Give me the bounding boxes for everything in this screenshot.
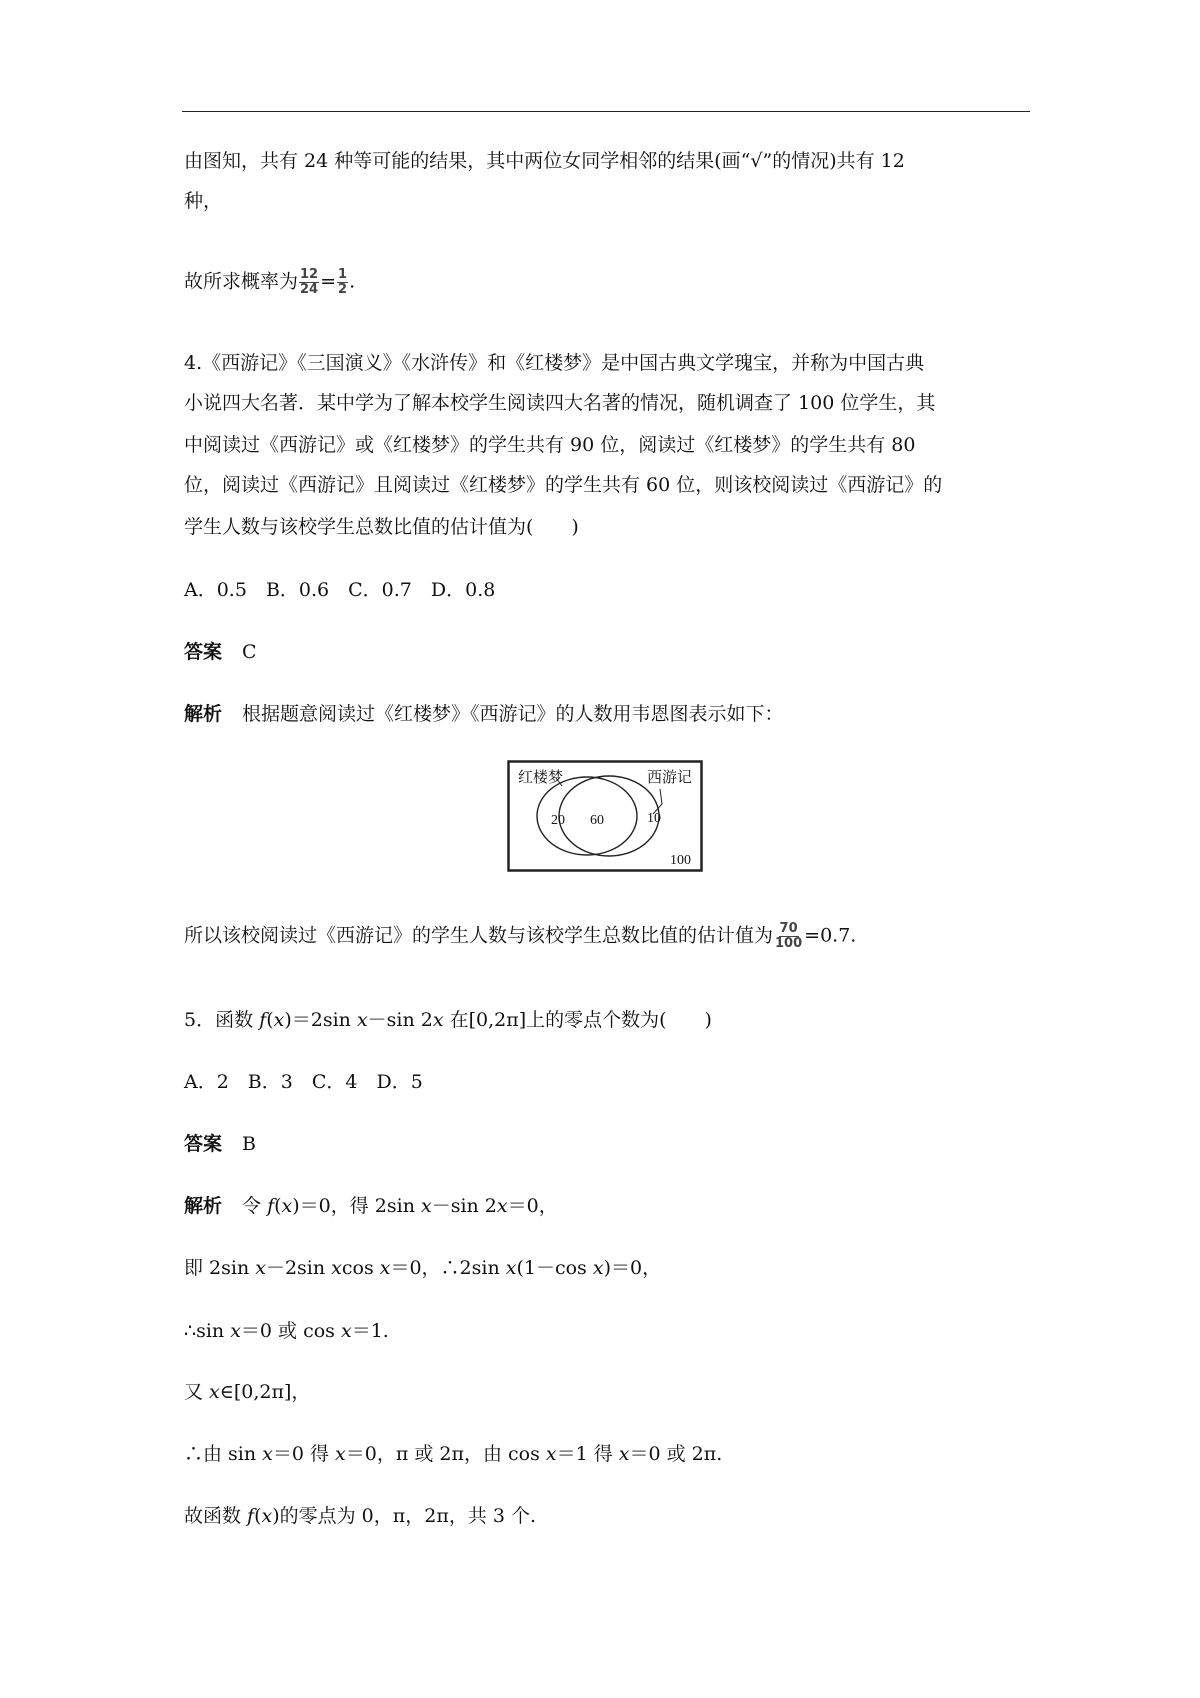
text: －sin 2 — [367, 1009, 433, 1031]
answer-value: B — [242, 1133, 256, 1155]
math-var: x — [281, 1195, 293, 1217]
math-var: x — [230, 1320, 241, 1342]
math-var: x — [432, 1009, 444, 1031]
text: ∴sin — [184, 1320, 231, 1342]
q5-options: A．2 B．3 C．4 D．5 — [184, 1071, 423, 1093]
analysis-text: 根据题意阅读过《红楼梦》《西游记》的人数用韦恩图表示如下： — [242, 703, 784, 725]
text: . — [349, 270, 356, 293]
answer-label: 答案 — [184, 1133, 223, 1155]
numerator: 70 — [779, 921, 798, 936]
denominator: 100 — [775, 936, 803, 951]
math-var: x — [505, 1257, 517, 1279]
math-var: x — [592, 1257, 604, 1279]
text: ＝1 得 — [556, 1443, 619, 1465]
text: 又 — [184, 1381, 210, 1403]
text: ＝0，π 或 2π，由 cos — [345, 1443, 546, 1465]
paragraph-line: 由图知，共有 24 种等可能的结果，其中两位女同学相邻的结果(画“√”的情况)共有 12 — [184, 150, 905, 172]
venn-label-right: 西游记 — [647, 768, 693, 786]
venn-value-total: 100 — [670, 853, 691, 868]
math-var: x — [262, 1443, 273, 1465]
math-var: x — [335, 1443, 346, 1465]
q4-analysis — [184, 701, 784, 727]
venn-value-middle: 60 — [590, 813, 604, 828]
paragraph-line: 种， — [184, 190, 223, 212]
math-var: x — [545, 1443, 557, 1465]
venn-circle-xiyouji — [559, 776, 659, 856]
text: ∴由 sin — [184, 1443, 263, 1465]
text: ＝0，∴2sin — [390, 1257, 506, 1279]
text: ( — [254, 1505, 262, 1527]
text: 故所求概率为 — [184, 270, 299, 293]
q5-analysis-line — [184, 1441, 722, 1467]
numerator: 12 — [300, 267, 319, 282]
math-var: x — [261, 1505, 273, 1527]
math-var: x — [331, 1257, 342, 1279]
q4-stem-line: 学生人数与该校学生总数比值的估计值为( ) — [184, 516, 579, 538]
math-var: x — [618, 1443, 630, 1465]
math-var: x — [496, 1195, 508, 1217]
analysis-label: 解析 — [184, 1195, 223, 1217]
q5-stem — [184, 1007, 712, 1033]
q4-stem-line: 中阅读过《西游记》或《红楼梦》的学生共有 90 位，阅读过《红楼梦》的学生共有 80 — [184, 434, 916, 456]
text: = — [320, 270, 337, 293]
math-var: x — [255, 1257, 266, 1279]
text: 在[0,2π]上的零点个数为( ) — [443, 1009, 712, 1031]
text: cos — [341, 1257, 380, 1279]
text: =0.7. — [804, 924, 857, 947]
q5-analysis-line — [184, 1255, 661, 1281]
text: )＝0，得 2sin — [292, 1195, 421, 1217]
text: (1－cos — [516, 1257, 593, 1279]
math-var: f — [259, 1009, 267, 1031]
text: ＝0， — [507, 1195, 558, 1217]
text: ＝1. — [351, 1320, 389, 1342]
text: 5．函数 — [184, 1009, 260, 1031]
q4-stem-line: 小说四大名著．某中学为了解本校学生阅读四大名著的情况，随机调查了 100 位学生，其 — [184, 392, 936, 414]
text: ＝0 或 2π. — [629, 1443, 723, 1465]
q4-answer — [184, 639, 257, 665]
math-var: x — [420, 1195, 432, 1217]
math-var: x — [340, 1320, 352, 1342]
venn-value-left: 20 — [551, 813, 565, 828]
q4-stem-line: 4.《西游记》《三国演义》《水浒传》和《红楼梦》是中国古典文学瑰宝，并称为中国古典 — [184, 352, 925, 374]
numerator: 1 — [338, 267, 348, 282]
q5-analysis-line — [184, 1318, 389, 1344]
text: )＝0， — [603, 1257, 662, 1279]
text: －sin 2 — [431, 1195, 497, 1217]
text: ＝0 得 — [272, 1443, 336, 1465]
fraction — [774, 922, 803, 951]
q5-answer — [184, 1131, 256, 1157]
probability-line — [184, 268, 355, 297]
q5-analysis-line — [184, 1193, 558, 1219]
q4-options: A．0.5 B．0.6 C．0.7 D．0.8 — [184, 579, 496, 601]
math-var: x — [356, 1009, 368, 1031]
denominator: 24 — [300, 282, 319, 297]
venn-label-left: 红楼梦 — [518, 768, 564, 786]
text: 令 — [242, 1195, 268, 1217]
math-var: f — [267, 1195, 275, 1217]
header-rule — [182, 111, 1030, 112]
answer-label: 答案 — [184, 641, 223, 663]
text: ＝0 或 cos — [240, 1320, 341, 1342]
text: )＝2sin — [284, 1009, 357, 1031]
analysis-label: 解析 — [184, 703, 223, 725]
math-var: x — [379, 1257, 391, 1279]
text: ( — [274, 1195, 282, 1217]
text: 即 2sin — [184, 1257, 256, 1279]
math-var: x — [273, 1009, 285, 1031]
q4-conclusion — [184, 922, 856, 951]
math-var: x — [209, 1381, 220, 1403]
denominator: 2 — [338, 282, 348, 297]
q5-analysis-line — [184, 1379, 310, 1405]
text: 故函数 — [184, 1505, 248, 1527]
text: )的零点为 0，π，2π，共 3 个. — [272, 1505, 537, 1527]
text: －2sin — [265, 1257, 332, 1279]
q4-stem-line: 位，阅读过《西游记》且阅读过《红楼梦》的学生共有 60 位，则该校阅读过《西游记》的 — [184, 474, 943, 496]
text: ∈[0,2π]， — [219, 1381, 311, 1403]
text: ( — [266, 1009, 274, 1031]
fraction — [299, 268, 319, 297]
fraction — [337, 268, 348, 297]
q5-analysis-line — [184, 1503, 536, 1529]
answer-value: C — [242, 641, 257, 663]
venn-value-right: 10 — [647, 811, 661, 826]
math-var: f — [247, 1505, 255, 1527]
text: 所以该校阅读过《西游记》的学生人数与该校学生总数比值的估计值为 — [184, 924, 774, 947]
venn-diagram — [507, 760, 703, 872]
